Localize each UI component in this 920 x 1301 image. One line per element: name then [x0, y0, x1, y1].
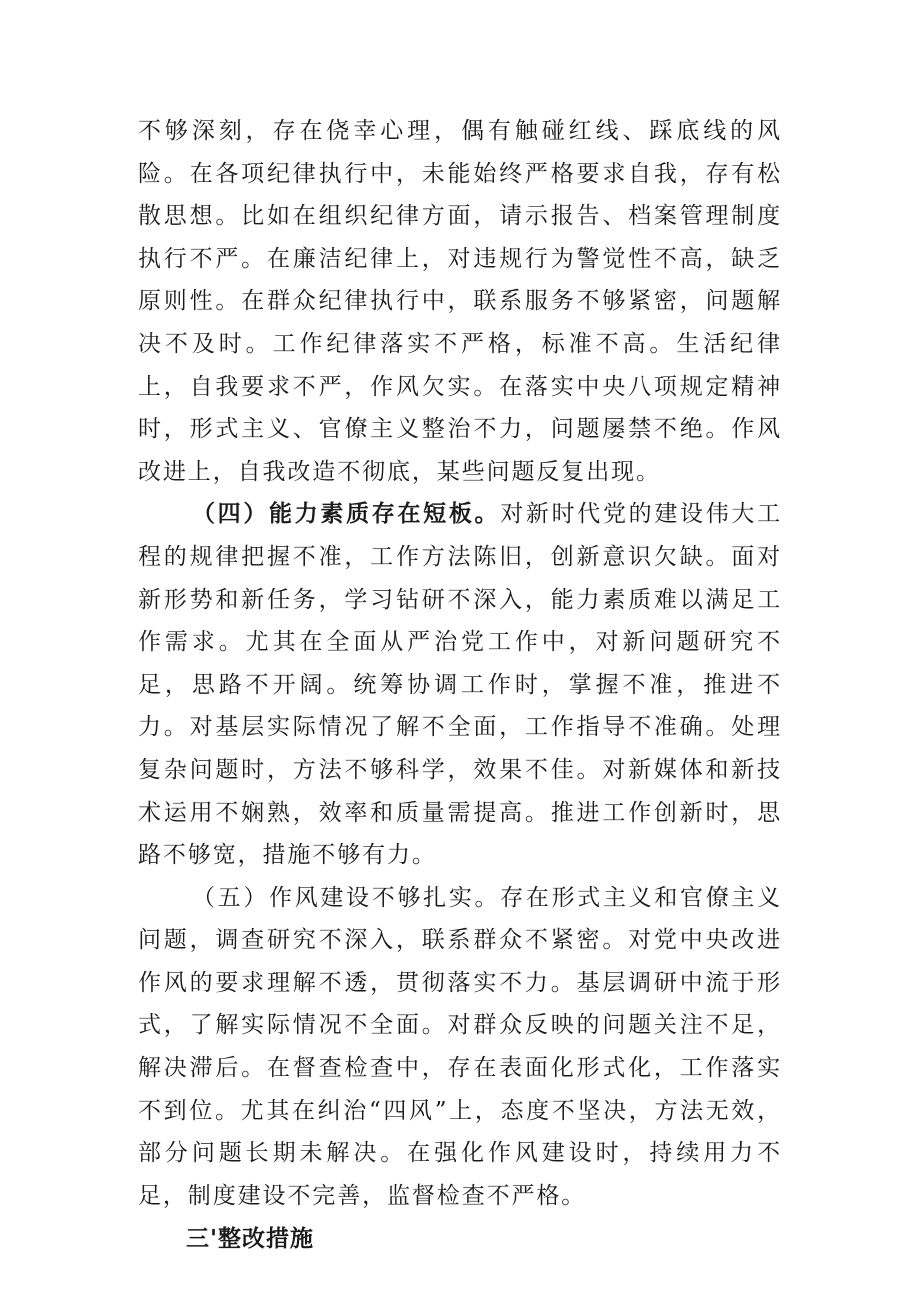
paragraph-ability-heading: （四）能力素质存在短板。 — [192, 500, 501, 528]
paragraph-ability — [138, 493, 782, 876]
paragraph-work-style: （五）作风建设不够扎实。存在形式主义和官僚主义问题，调查研究不深入，联系群众不紧密。对党中央改进作风的要求理解不透，贯彻落实不力。基层调研中流于形式，了解实际情况不全面。对群众反映的问题关注不足，解决滞后。在督查检查中，存在表面化形式化，工作落实不到位。尤其在纠治“四风”上，态度不坚决，方法无效，部分问题长期未解决。在强化作风建设时，持续用力不足，制度建设不完善，监督检查不严格。 — [138, 884, 782, 1209]
paragraph-ability-body: 对新时代党的建设伟大工程的规律把握不准，工作方法陈旧，创新意识欠缺。面对新形势和新任务，学习钻研不深入，能力素质难以满足工作需求。尤其在全面从严治党工作中，对新问题研究不足，思路不开阔。统筹协调工作时，掌握不准，推进不力。对基层实际情况了解不全面，工作指导不准确。处理复杂问题时，方法不够科学，效果不佳。对新媒体和新技术运用不娴熟，效率和质量需提高。推进工作创新时，思路不够宽，措施不够有力。 — [138, 501, 782, 869]
section-heading-rectification: 三'整改措施 — [186, 1226, 315, 1253]
paragraph-discipline: 不够深刻，存在侥幸心理，偶有触碰红线、踩底线的风险。在各项纪律执行中，未能始终严格要求自我，存有松散思想。比如在组织纪律方面，请示报告、档案管理制度执行不严。在廉洁纪律上，对违规行为警觉性不高，缺乏原则性。在群众纪律执行中，联系服务不够紧密，问题解决不及时。工作纪律落实不严格，标准不高。生活纪律上，自我要求不严，作风欠实。在落实中央八项规定精神时，形式主义、官僚主义整治不力，问题屡禁不绝。作风改进上，自我改造不彻底，某些问题反复出现。 — [138, 118, 782, 485]
